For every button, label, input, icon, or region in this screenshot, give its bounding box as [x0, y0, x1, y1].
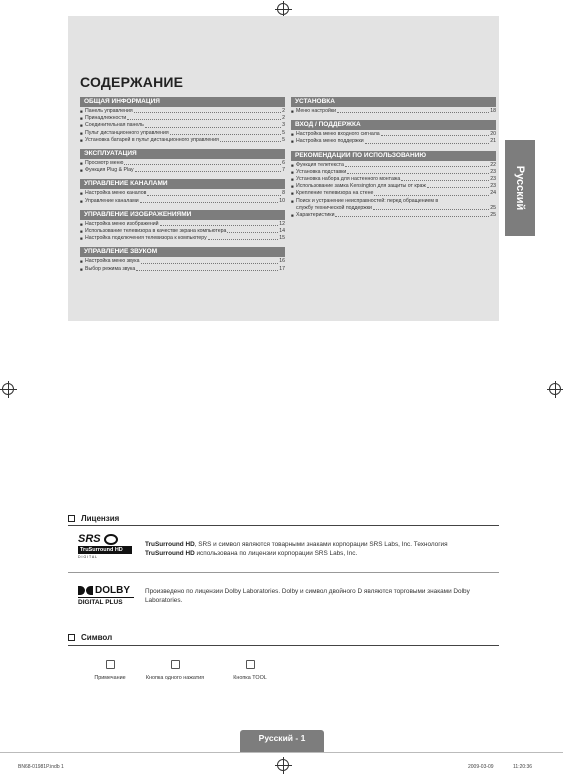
srs-logo-text: SRS	[78, 533, 101, 545]
symbol-tool	[215, 660, 285, 681]
toc-entry-title: Настройка меню входного сигнала	[296, 131, 380, 138]
toc-section	[80, 179, 285, 204]
toc-entry-title: Установка подставки	[296, 168, 347, 175]
toc-entry-title: Пульт дистанционного управления	[85, 129, 169, 136]
toc-entry-page: 22	[490, 161, 496, 168]
toc-entry-page: 15	[279, 235, 285, 242]
bullet-square-icon: ■	[80, 168, 83, 174]
registration-mark-left	[2, 383, 14, 395]
language-side-tab	[505, 140, 535, 236]
toc-entry	[291, 183, 496, 190]
symbol-one-touch	[140, 660, 210, 681]
bullet-square-icon: ■	[80, 161, 83, 167]
toc-entry-title: Характеристики	[296, 212, 335, 219]
bullet-square-icon: ■	[291, 213, 294, 219]
symbol-divider	[68, 645, 499, 646]
toc-entry-title: Панель управления	[85, 108, 133, 114]
toc-entry-title: Функция телетекста	[296, 161, 344, 168]
bullet-square-icon: ■	[291, 184, 294, 190]
bullet-square-icon: ■	[291, 109, 294, 114]
toc-section	[80, 97, 285, 144]
dolby-logo-text: DOLBY	[95, 585, 130, 596]
toc-section	[291, 151, 496, 220]
toc-entry-page: 25	[490, 204, 496, 211]
print-time-label: 11:20:36	[513, 764, 533, 770]
tool-button-icon	[246, 660, 255, 669]
toc-section-heading: ЭКСПЛУАТАЦИЯ	[80, 149, 285, 159]
toc-entry-title: Настройка меню изображений	[85, 220, 159, 227]
toc-entry-page: 5	[282, 129, 285, 136]
srs-logo-subtitle: TruSurround HD	[78, 546, 132, 554]
toc-entry-page: 7	[282, 167, 285, 174]
toc-entry-page: 10	[279, 197, 285, 204]
toc-section	[291, 120, 496, 145]
bullet-square-icon: ■	[80, 109, 83, 114]
toc-entry-page: 8	[282, 190, 285, 197]
toc-entry-title: Использование телевизора в качестве экрана компьютера	[85, 228, 227, 235]
page-number-tab	[240, 730, 324, 752]
toc-section-heading: УПРАВЛЕНИЕ ЗВУКОМ	[80, 247, 285, 257]
bullet-square-icon: ■	[80, 221, 83, 227]
registration-mark-bottom	[277, 759, 289, 771]
toc-entry	[80, 167, 285, 174]
toc-entry-title: Настройка меню каналов	[85, 190, 147, 197]
toc-entry-page: 3	[282, 122, 285, 129]
toc-section	[80, 149, 285, 174]
toc-entry-page: 18	[490, 108, 496, 114]
toc-entry-title: Выбор режима звука	[85, 265, 136, 272]
trim-line	[0, 752, 563, 753]
toc-entry-title: Крепление телевизора на стене	[296, 190, 374, 197]
srs-logo-digital: D I G I T A L	[78, 555, 97, 559]
toc-section	[291, 97, 496, 115]
toc-section-heading: ОБЩАЯ ИНФОРМАЦИЯ	[80, 97, 285, 107]
toc-entry-page: 17	[279, 265, 285, 272]
symbol-one-touch-label: Кнопка одного нажатия	[145, 675, 205, 681]
toc-entry	[80, 258, 285, 265]
bullet-square-icon: ■	[291, 169, 294, 175]
bullet-square-icon: ■	[291, 139, 294, 145]
license-heading-text: Лицензия	[81, 514, 120, 523]
toc-entry-page: 21	[490, 138, 496, 145]
toc-entry	[80, 198, 285, 205]
bullet-square-icon: ■	[80, 137, 83, 143]
toc-entry-page: 23	[490, 176, 496, 183]
bullet-square-icon: ■	[291, 162, 294, 168]
toc-entry	[291, 108, 496, 115]
toc-section	[80, 210, 285, 243]
toc-entry-title: Поиск и устранение неисправностей: перед обращением в	[296, 197, 439, 204]
toc-entry-title: Использование замка Kensington для защиты от краж	[296, 183, 426, 190]
toc-entry-page: 24	[490, 190, 496, 197]
srs-license-text	[145, 540, 495, 558]
toc-entry	[80, 190, 285, 197]
language-side-tab-label: Русский	[514, 165, 526, 211]
toc-entry-page: 2	[282, 115, 285, 122]
toc-entry	[291, 190, 496, 197]
symbol-note-label: Примечание	[94, 675, 126, 681]
toc-entry	[80, 160, 285, 167]
symbol-tool-label: Кнопка TOOL	[233, 675, 267, 681]
bullet-square-icon: ■	[291, 132, 294, 138]
bullet-square-icon: ■	[80, 236, 83, 242]
toc-entry-page: 5	[282, 136, 285, 143]
toc-entry	[291, 198, 496, 212]
toc-entry	[291, 212, 496, 219]
file-name-label: BN68-01981P.indb 1	[18, 764, 64, 770]
toc-entry-page: 23	[490, 183, 496, 190]
toc-entry-title: Принадлежности	[85, 115, 127, 122]
toc-entry	[80, 235, 285, 242]
bullet-square-icon: ■	[80, 259, 83, 265]
license-separator	[68, 572, 499, 573]
toc-entry-title-continued: службу технической поддержки	[296, 204, 372, 211]
srs-circle-icon	[104, 534, 118, 545]
toc-entry-title: Управление каналами	[85, 197, 139, 204]
bullet-square-icon: ■	[80, 191, 83, 197]
srs-trademark-bold-1: TruSurround HD	[145, 541, 195, 548]
one-touch-button-icon	[171, 660, 180, 669]
bullet-square-icon: ■	[291, 198, 294, 204]
toc-left-column	[80, 97, 285, 278]
dolby-logo-subtitle: DIGITAL PLUS	[78, 597, 134, 606]
toc-entry-title: Настройка меню звука	[85, 258, 140, 265]
toc-section-heading: УПРАВЛЕНИЕ ИЗОБРАЖЕНИЯМИ	[80, 210, 285, 220]
bullet-square-icon: ■	[80, 266, 83, 272]
toc-entry-title: Установка набора для настенного монтажа	[296, 176, 401, 183]
toc-entry	[80, 266, 285, 273]
bullet-square-icon: ■	[291, 191, 294, 197]
bullet-square-icon: ■	[80, 229, 83, 235]
toc-entry-title: Меню настройки	[296, 108, 337, 114]
toc-entry	[80, 108, 285, 115]
bullet-square-icon: ■	[80, 130, 83, 136]
toc-entry-page: 25	[490, 212, 496, 219]
registration-mark-top	[277, 3, 289, 15]
toc-entry	[80, 122, 285, 129]
toc-entry	[80, 130, 285, 137]
srs-line-2: использована по лицензии корпорации SRS Labs, Inc.	[194, 550, 358, 557]
toc-entry	[80, 137, 285, 144]
toc-right-column	[291, 97, 496, 224]
toc-entry-page: 2	[282, 108, 285, 114]
symbol-heading	[68, 633, 112, 642]
toc-section-heading: РЕКОМЕНДАЦИИ ПО ИСПОЛЬЗОВАНИЮ	[291, 151, 496, 161]
bullet-square-icon: ■	[80, 123, 83, 129]
bullet-square-icon: ■	[80, 116, 83, 122]
note-icon	[106, 660, 115, 669]
toc-entry-page: 20	[490, 131, 496, 138]
toc-entry-page: 14	[279, 228, 285, 235]
bullet-square-icon: ■	[291, 177, 294, 183]
toc-title: СОДЕРЖАНИЕ	[80, 74, 184, 90]
toc-entry	[291, 176, 496, 183]
srs-trademark-bold-2: TruSurround HD	[145, 550, 195, 557]
registration-mark-right	[549, 383, 561, 395]
toc-entry-title: Установка батарей в пульт дистанционного управления	[85, 136, 219, 143]
page-number-label: Русский - 1	[258, 733, 306, 743]
toc-entry-title: Настройка подключения телевизора к компьютеру	[85, 235, 207, 242]
bullet-square-icon: ■	[80, 198, 83, 204]
print-date-label: 2009-03-09	[468, 764, 494, 770]
symbol-note	[75, 660, 145, 681]
toc-entry-title: Настройка меню поддержки	[296, 138, 364, 145]
toc-section-heading: ВХОД / ПОДДЕРЖКА	[291, 120, 496, 130]
toc-entry	[80, 221, 285, 228]
dolby-logo	[78, 585, 134, 611]
toc-entry	[80, 115, 285, 122]
toc-section-heading: УПРАВЛЕНИЕ КАНАЛАМИ	[80, 179, 285, 189]
license-heading	[68, 514, 119, 523]
toc-entry	[291, 169, 496, 176]
checkbox-square-icon	[68, 515, 75, 522]
toc-entry-title: Функция Plug & Play	[85, 167, 134, 174]
toc-entry	[291, 138, 496, 145]
symbol-heading-text: Символ	[81, 633, 113, 642]
toc-entry-page: 12	[279, 220, 285, 227]
dolby-double-d-icon	[78, 586, 93, 595]
checkbox-square-icon	[68, 634, 75, 641]
toc-section	[80, 247, 285, 272]
toc-entry-page: 16	[279, 258, 285, 265]
srs-logo	[78, 533, 132, 563]
srs-line-1: , SRS и символ являются товарными знаками корпорации SRS Labs, Inc. Технология	[194, 541, 448, 548]
dolby-license-text: Произведено по лицензии Dolby Laboratories. Dolby и символ двойного D являются торговыми знаками Dolby Laboratories.	[145, 588, 470, 604]
license-divider	[68, 525, 499, 526]
toc-entry-title: Просмотр меню	[85, 160, 124, 167]
toc-section-heading: УСТАНОВКА	[291, 97, 496, 107]
toc-entry	[291, 162, 496, 169]
toc-entry-page: 23	[490, 168, 496, 175]
toc-entry-title: Соединительная панель	[85, 122, 144, 129]
toc-entry-page: 6	[282, 160, 285, 167]
